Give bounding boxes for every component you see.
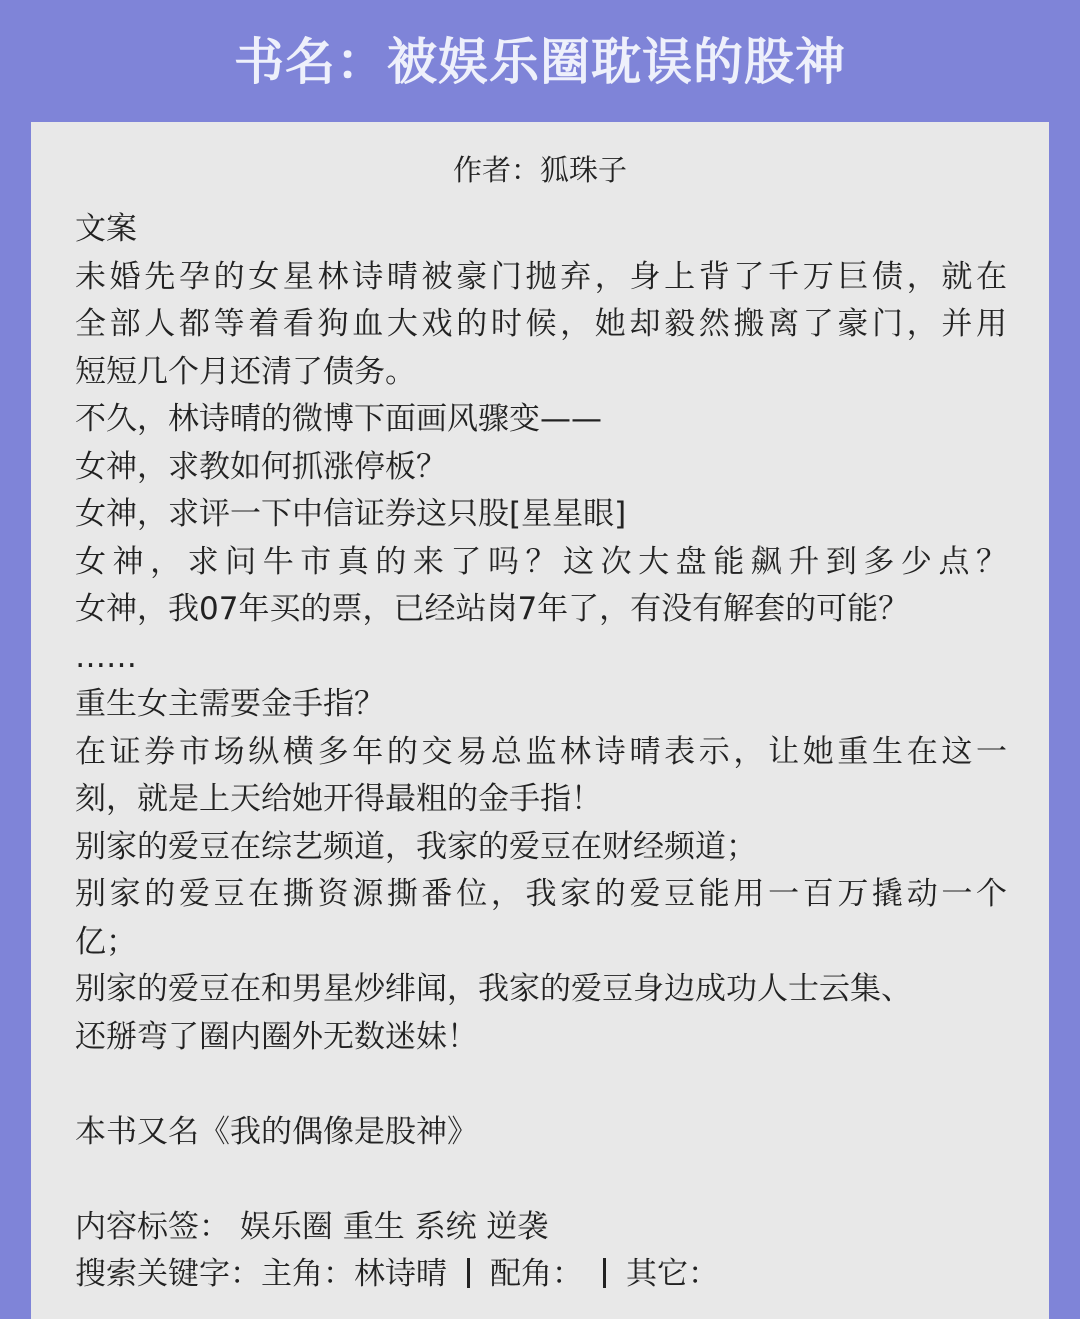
synopsis-body <box>75 206 1015 1299</box>
synopsis-line: 未婚先孕的女星林诗晴被豪门抛弃，身上背了千万巨债，就在 <box>75 258 1007 295</box>
spacer <box>75 1156 1015 1204</box>
synopsis-line: 刻，就是上天给她开得最粗的金手指！ <box>75 781 602 817</box>
synopsis-line: 在证券市场纵横多年的交易总监林诗晴表示，让她重生在这一 <box>75 733 1007 770</box>
protagonist-keyword: 主角：林诗晴 <box>261 1256 447 1292</box>
header-banner <box>0 0 1080 122</box>
synopsis-line: 别家的爱豆在综艺频道，我家的爱豆在财经频道； <box>75 828 757 865</box>
book-title: 书名：被娱乐圈耽误的股神 <box>234 33 846 91</box>
synopsis-line: 别家的爱豆在撕资源撕番位，我家的爱豆能用一百万撬动一个 <box>75 876 1007 912</box>
separator-bar <box>467 1258 470 1288</box>
spacer <box>75 1061 1015 1109</box>
author-line: 作者：狐珠子 <box>452 153 627 187</box>
synopsis-line: 亿； <box>75 923 137 960</box>
synopsis-line: …… <box>75 638 137 675</box>
alternate-title: 本书又名《我的偶像是股神》 <box>75 1113 478 1150</box>
synopsis-line: 短短几个月还清了债务。 <box>75 353 416 390</box>
synopsis-line: 还掰弯了圈内圈外无数迷妹！ <box>75 1018 478 1055</box>
synopsis-line: 不久，林诗晴的微博下面画风骤变—— <box>75 401 602 437</box>
search-keywords <box>75 1251 1015 1299</box>
synopsis-line: 女神，求问牛市真的来了吗？这次大盘能飙升到多少点？ <box>75 543 1007 580</box>
content-tags-label: 内容标签： <box>75 1208 230 1245</box>
content-tags <box>75 1204 1015 1252</box>
synopsis-line: 重生女主需要金手指？ <box>75 686 385 722</box>
synopsis-heading: 文案 <box>75 211 137 247</box>
other-keyword: 其它： <box>626 1256 719 1292</box>
separator-bar <box>603 1258 606 1288</box>
synopsis-line: 女神，求教如何抓涨停板？ <box>75 448 447 485</box>
synopsis-line: 全部人都等着看狗血大戏的时候，她却毅然搬离了豪门，并用 <box>75 306 1007 342</box>
synopsis-line: 女神，我07年买的票，已经站岗7年了，有没有解套的可能？ <box>75 591 910 627</box>
synopsis-card <box>31 122 1049 1319</box>
search-keywords-label: 搜索关键字： <box>75 1256 261 1292</box>
supporting-keyword: 配角： <box>490 1256 583 1292</box>
synopsis-line: 别家的爱豆在和男星炒绯闻，我家的爱豆身边成功人士云集、 <box>75 971 912 1007</box>
synopsis-line: 女神，求评一下中信证券这只股[星星眼] <box>75 496 627 532</box>
content-tags-value: 娱乐圈 重生 系统 逆袭 <box>239 1208 549 1245</box>
